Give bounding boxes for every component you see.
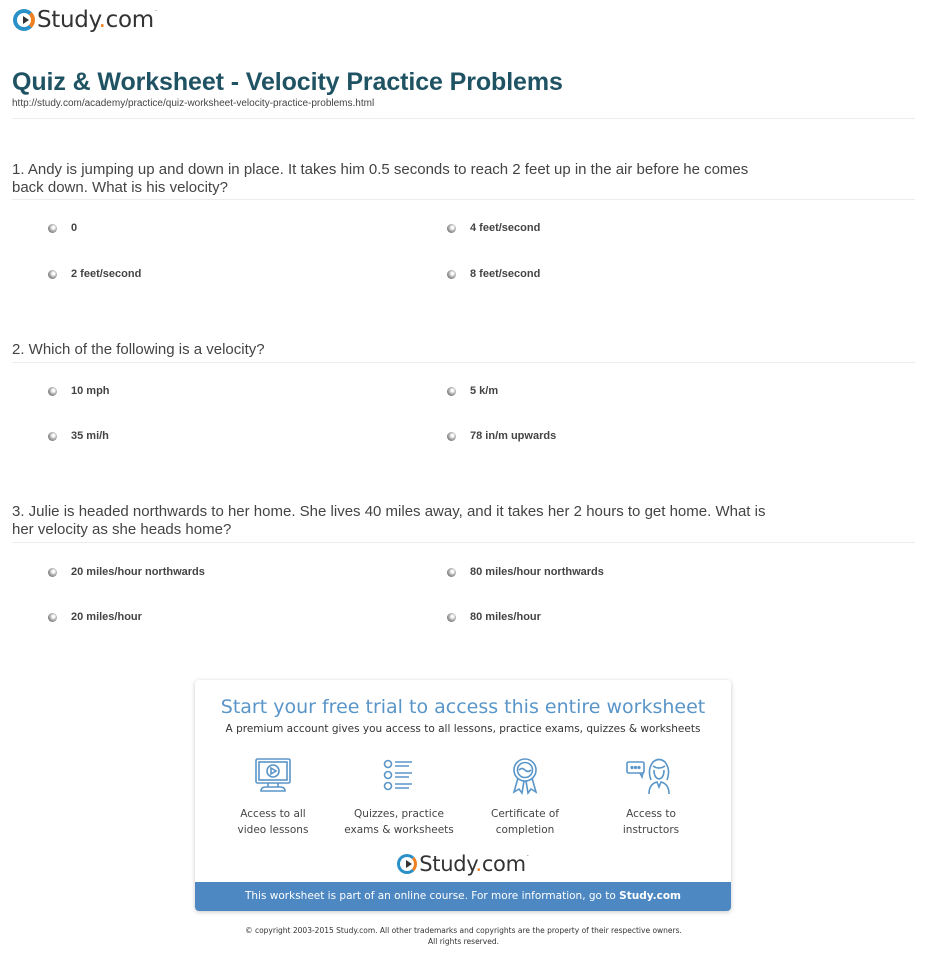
question-2-text: 2. Which of the following is a velocity? [12, 341, 265, 358]
promo-study-logo[interactable] [195, 852, 731, 876]
answer-option[interactable] [447, 385, 498, 397]
divider [12, 199, 915, 200]
feature-certificate [460, 756, 590, 838]
radio-button[interactable] [48, 224, 57, 233]
promo-title[interactable]: Start your free trial to access this entire worksheet [220, 696, 706, 718]
answer-option[interactable] [48, 611, 142, 623]
feature-video-lessons [208, 756, 338, 838]
radio-button[interactable] [447, 224, 456, 233]
logo-wordmark: Study.com· [419, 852, 529, 876]
answer-option[interactable] [447, 430, 556, 442]
quiz-list-icon [379, 756, 419, 796]
feature-label: Certificate of completion [491, 808, 559, 836]
study-link[interactable]: Study.com [619, 890, 681, 902]
question-3-text: 3. Julie is headed northwards to her home. She lives 40 miles away, and it takes her 2 hours to get home. What is her velocity as she heads home? [12, 503, 766, 538]
answer-option[interactable] [48, 385, 110, 397]
radio-button[interactable] [447, 613, 456, 622]
answer-option[interactable] [447, 222, 540, 234]
divider [12, 542, 915, 543]
answer-option[interactable] [48, 430, 109, 442]
answer-option[interactable] [48, 566, 205, 578]
copyright-notice [0, 925, 927, 947]
radio-button[interactable] [447, 387, 456, 396]
feature-quizzes [334, 756, 464, 838]
radio-button[interactable] [48, 387, 57, 396]
divider [12, 362, 915, 363]
option-label: 5 k/m [470, 385, 499, 397]
option-label: 0 [71, 222, 78, 234]
option-label: 8 feet/second [470, 268, 541, 280]
feature-label: Quizzes, practice exams & worksheets [344, 808, 454, 836]
course-info-bar [195, 882, 731, 911]
answer-option[interactable] [48, 222, 77, 234]
logo-wordmark: Study.com· [37, 7, 157, 33]
radio-button[interactable] [48, 568, 57, 577]
radio-button[interactable] [447, 270, 456, 279]
option-label: 2 feet/second [71, 268, 142, 280]
free-trial-promo [195, 680, 731, 911]
page-title: Quiz & Worksheet - Velocity Practice Problems [12, 68, 563, 96]
option-label: 35 mi/h [71, 430, 109, 442]
option-label: 10 mph [71, 385, 110, 397]
feature-label: Access to instructors [622, 808, 680, 836]
option-label: 80 miles/hour northwards [470, 566, 604, 578]
option-label: 80 miles/hour [470, 611, 541, 623]
radio-button[interactable] [447, 568, 456, 577]
radio-button[interactable] [447, 432, 456, 441]
radio-button[interactable] [48, 270, 57, 279]
bar-text: This worksheet is part of an online course. For more information, go to [244, 890, 620, 902]
page-url[interactable]: http://study.com/academy/practice/quiz-worksheet-velocity-practice-problems.html [12, 98, 375, 109]
promo-subtitle: A premium account gives you access to all lessons, practice exams, quizzes & worksheets [225, 723, 701, 735]
certificate-ribbon-icon [505, 756, 545, 796]
instructor-chat-icon [625, 756, 677, 796]
question-1-text: 1. Andy is jumping up and down in place. It takes him 0.5 seconds to reach 2 feet up in the air before he comes back down. What is his velocity? [12, 161, 749, 196]
feature-instructors [586, 756, 716, 838]
option-label: 78 in/m upwards [470, 430, 557, 442]
rights-reserved: All rights reserved. [428, 937, 499, 946]
answer-option[interactable] [447, 611, 541, 623]
radio-button[interactable] [48, 613, 57, 622]
study-logo[interactable] [13, 7, 157, 33]
radio-button[interactable] [48, 432, 57, 441]
answer-option[interactable] [447, 566, 604, 578]
play-logo-icon [13, 9, 35, 31]
play-logo-icon [397, 854, 417, 874]
copyright-line: © copyright 2003-2015 Study.com. All other trademarks and copyrights are the property of their respective owners. [245, 926, 682, 935]
video-monitor-icon [253, 756, 293, 796]
feature-label: Access to all video lessons [237, 808, 309, 836]
answer-option[interactable] [48, 268, 141, 280]
divider [12, 118, 915, 119]
option-label: 20 miles/hour [71, 611, 142, 623]
option-label: 4 feet/second [470, 222, 541, 234]
option-label: 20 miles/hour northwards [71, 566, 205, 578]
answer-option[interactable] [447, 268, 540, 280]
